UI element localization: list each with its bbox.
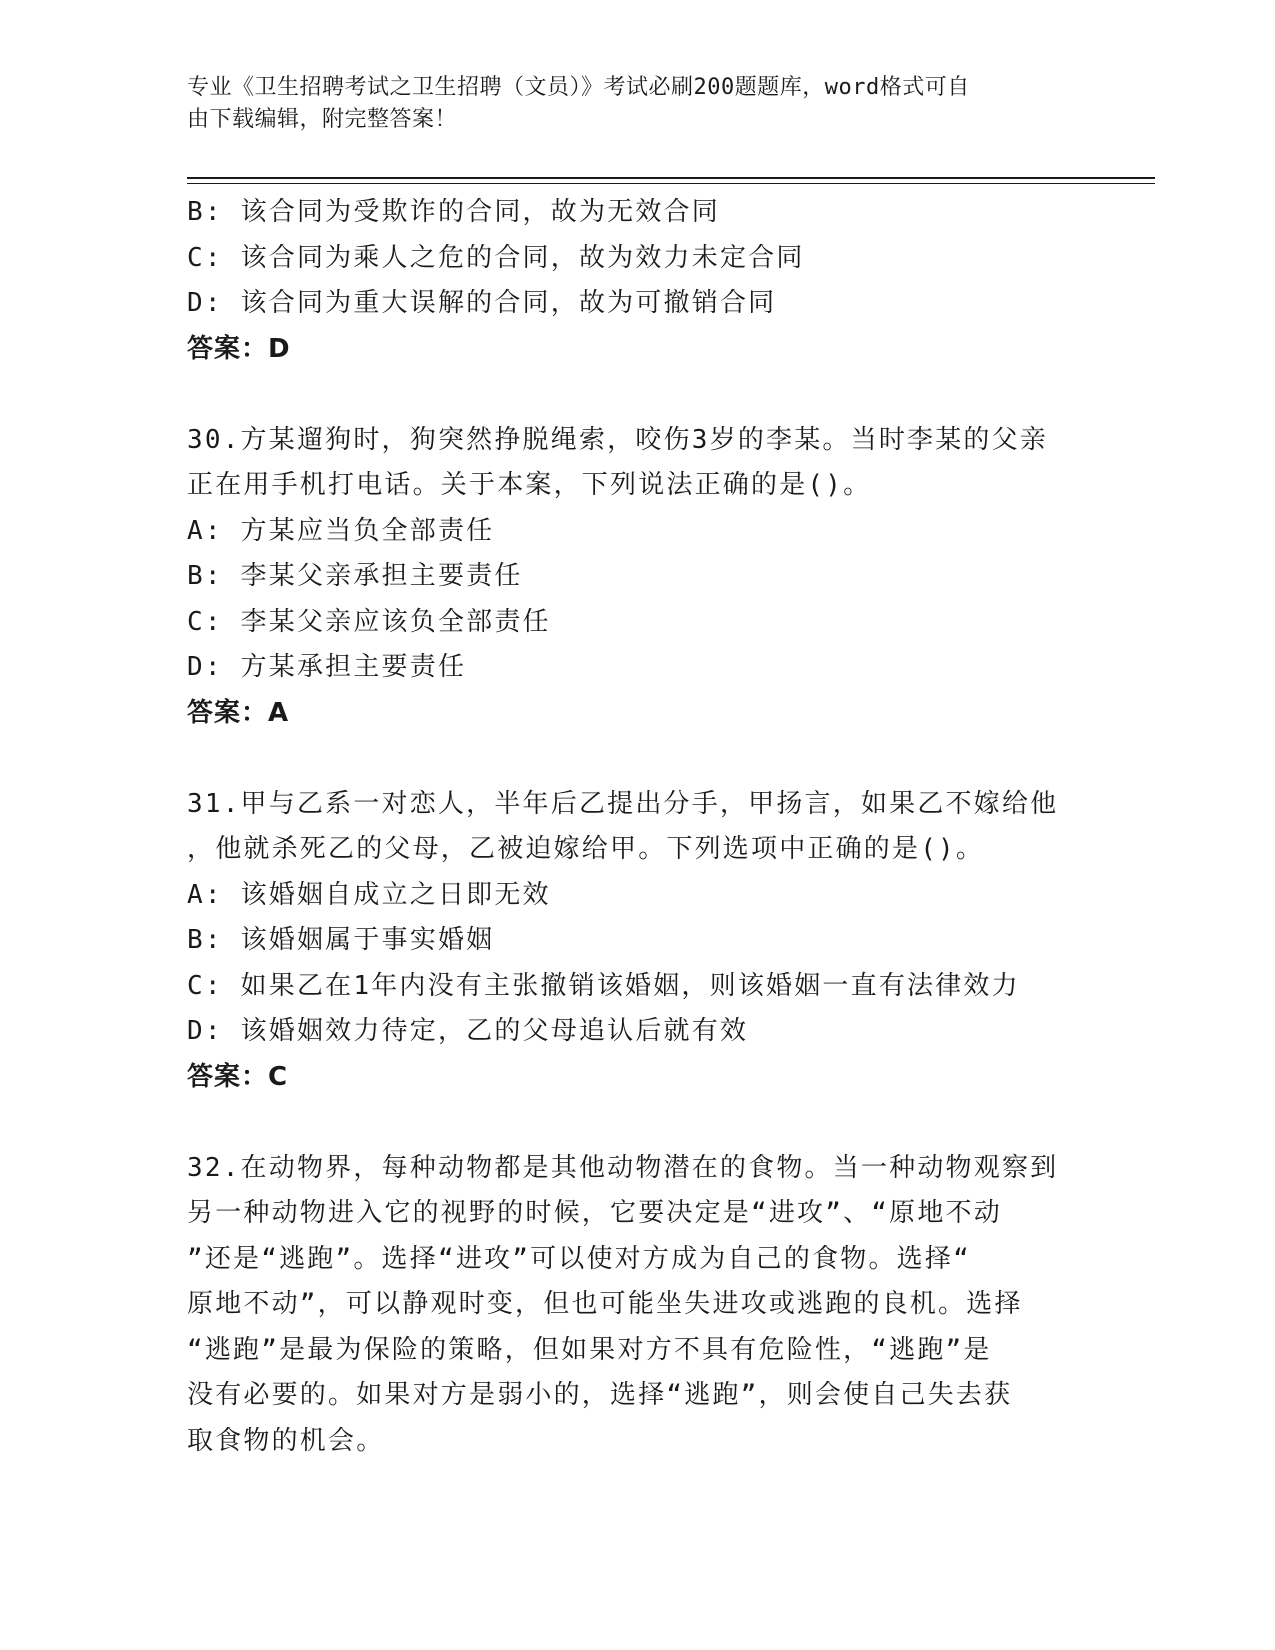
answer-line: 答案：A [187,697,290,728]
answer-line: 答案：D [187,333,291,364]
question-stem-line: 32.在动物界，每种动物都是其他动物潜在的食物。当一种动物观察到 [187,1152,1059,1183]
question-stem-line: 另一种动物进入它的视野的时候，它要决定是“进攻”、“原地不动 [187,1198,1002,1228]
question-stem-line: 31.甲与乙系一对恋人，半年后乙提出分手，甲扬言，如果乙不嫁给他 [187,788,1059,819]
question-stem-line: “逃跑”是最为保险的策略，但如果对方不具有危险性，“逃跑”是 [187,1334,992,1365]
question-stem-line: 30.方某遛狗时，狗突然挣脱绳索，咬伤3岁的李某。当时李某的父亲 [187,424,1049,455]
option-c: C: 该合同为乘人之危的合同，故为效力未定合同 [187,242,805,273]
spacer [187,736,1087,782]
option-b: B: 该合同为受欺诈的合同，故为无效合同 [187,197,720,227]
question-31 [187,782,1087,1101]
question-32 [187,1146,1087,1465]
header-line-2: 由下载编辑，附完整答案！ [187,107,458,132]
header-rule-thick [187,177,1155,179]
question-29-tail [187,190,1087,372]
question-stem-line: 取食物的机会。 [187,1425,385,1456]
option-c: C: 如果乙在1年内没有主张撤销该婚姻，则该婚姻一直有法律效力 [187,970,1020,1001]
question-stem-line: ”还是“逃跑”。选择“进攻”可以使对方成为自己的食物。选择“ [187,1243,971,1274]
question-30 [187,418,1087,737]
option-d: D: 方某承担主要责任 [187,652,467,682]
answer-line: 答案：C [187,1061,289,1092]
option-d: D: 该合同为重大误解的合同，故为可撤销合同 [187,288,777,318]
question-stem-line: ，他就杀死乙的父母，乙被迫嫁给甲。下列选项中正确的是()。 [187,834,985,864]
spacer [187,372,1087,418]
option-b: B: 李某父亲承担主要责任 [187,561,523,591]
document-header [187,72,1067,136]
option-b: B: 该婚姻属于事实婚姻 [187,925,495,955]
option-d: D: 该婚姻效力待定，乙的父母追认后就有效 [187,1016,749,1046]
question-stem-line: 正在用手机打电话。关于本案，下列说法正确的是()。 [187,470,872,500]
option-a: A: 该婚姻自成立之日即无效 [187,879,551,910]
question-stem-line: 原地不动”，可以静观时变，但也可能坐失进攻或逃跑的良机。选择 [187,1289,1023,1319]
header-line-1: 专业《卫生招聘考试之卫生招聘（文员）》考试必刷200题题库，word格式可自 [187,75,970,100]
option-a: A: 方某应当负全部责任 [187,515,495,546]
header-rule-thin [187,183,1155,184]
option-c: C: 李某父亲应该负全部责任 [187,606,551,637]
question-stem-line: 没有必要的。如果对方是弱小的，选择“逃跑”，则会使自己失去获 [187,1380,1013,1410]
document-body [187,190,1087,1464]
spacer [187,1100,1087,1146]
